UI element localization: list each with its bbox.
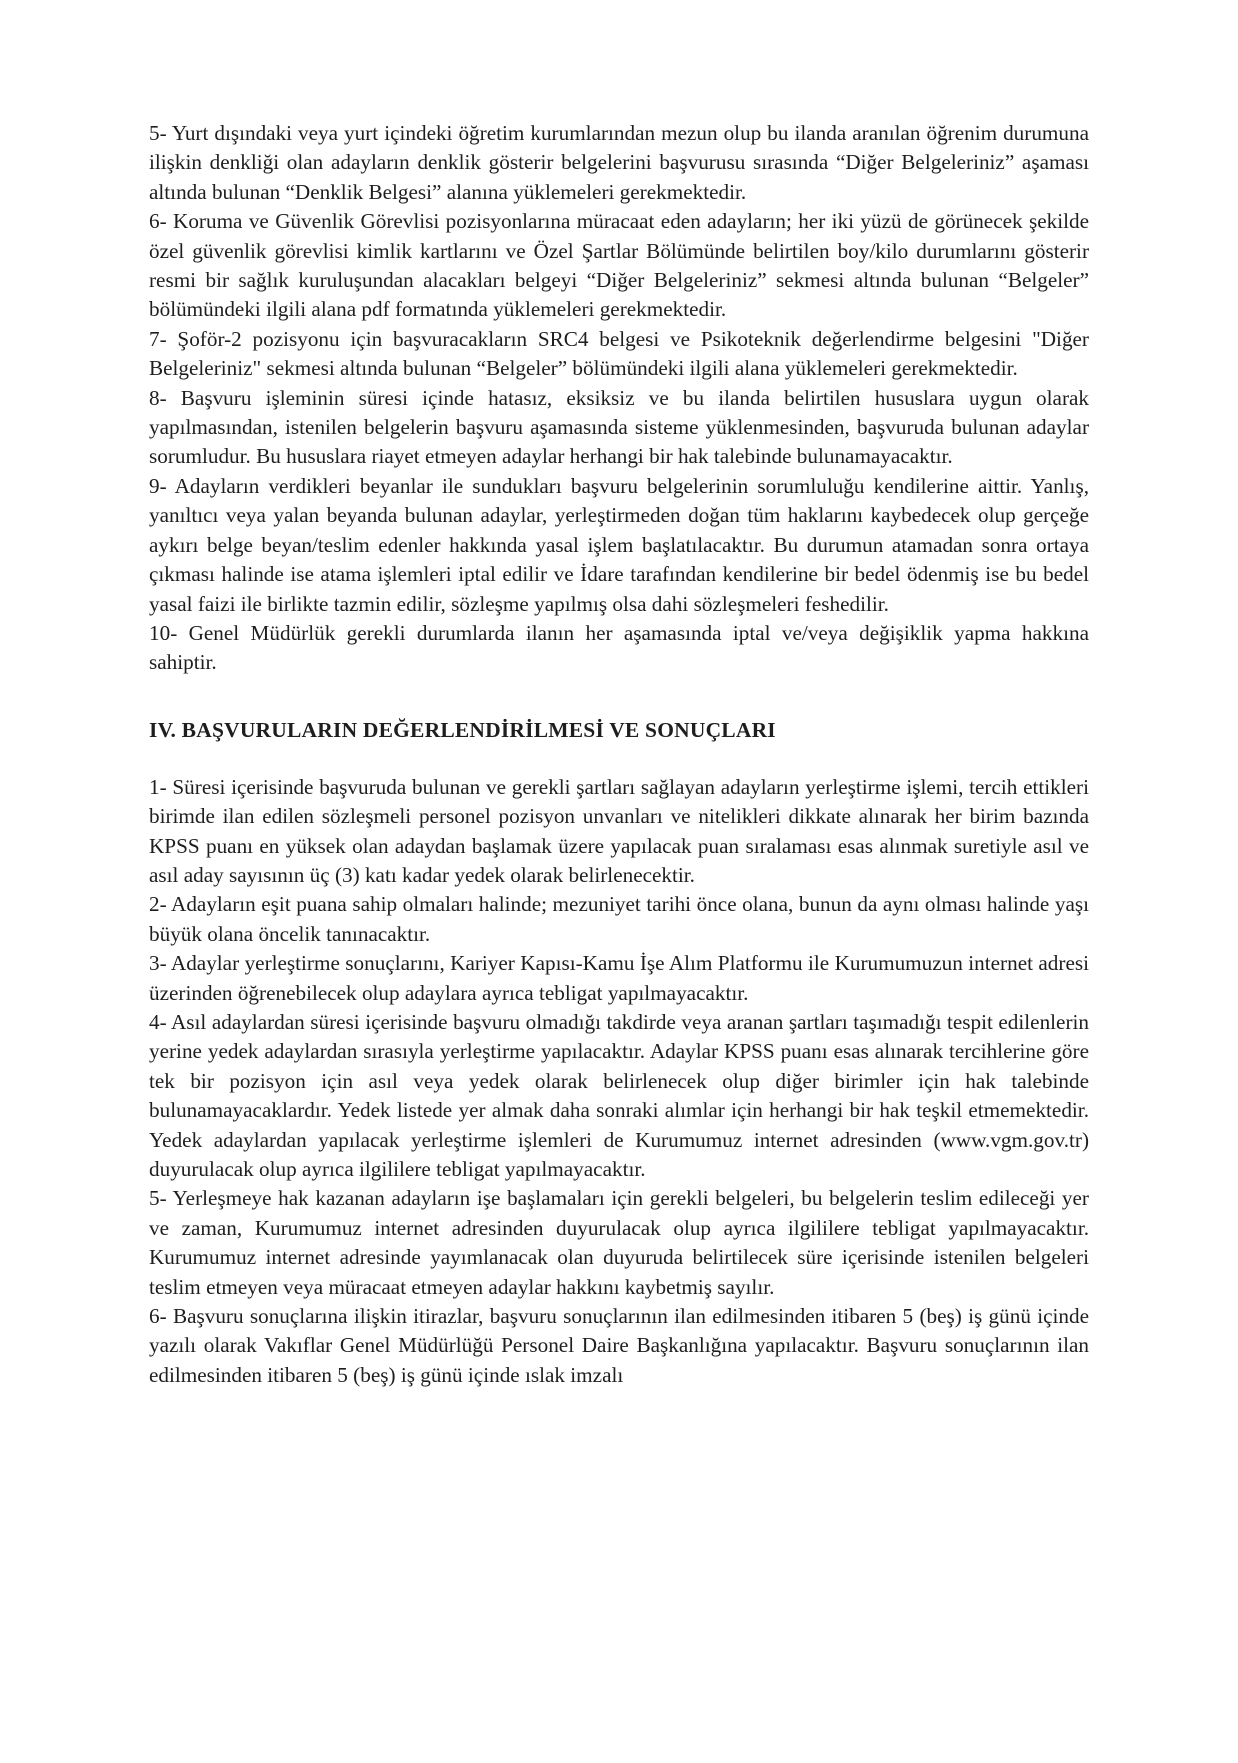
paragraph-iv-1-placement: 1- Süresi içerisinde başvuruda bulunan ve gerekli şartları sağlayan adayların yerleştirme işlemi, tercih ettikleri birimde ilan edilen sözleşmeli personel pozisyon unvanları ve nitelikleri dikkate alınarak her birim bazında KPSS puanı en yüksek olan adaydan başlamak üzere yapılacak puan sıralaması esas alınmak suretiyle asıl ve asıl aday sayısının üç (3) katı kadar yedek olarak belirlenecektir. [149,774,1089,887]
paragraph-item-7-driver-documents: 7- Şoför-2 pozisyonu için başvuracakların SRC4 belgesi ve Psikoteknik değerlendirme belgesini "Diğer Belgeleriniz" sekmesi altında bulunan “Belgeler” bölümündeki ilgili alana yüklemeleri gerekmektedir. [149,326,1089,381]
paragraph-item-6-security-officer-documents: 6- Koruma ve Güvenlik Görevlisi pozisyonlarına müracaat eden adayların; her iki yüzü de görünecek şekilde özel güvenlik görevlisi kimlik kartlarını ve Özel Şartlar Bölümünde belirtilen boy/kilo durumlarını gösterir resmi bir sağlık kuruluşundan alacakları belgeyi “Diğer Belgeleriniz” sekmesi altında bulunan “Belgeler” bölümündeki ilgili alana pdf formatında yüklemeleri gerekmektedir. [149,209,1089,322]
section-heading-iv: IV. BAŞVURULARIN DEĞERLENDİRİLMESİ VE SONUÇLARI [149,717,776,742]
paragraph-item-8-applicant-responsibility: 8- Başvuru işleminin süresi içinde hatasız, eksiksiz ve bu ilanda belirtilen hususlara uygun olarak yapılmasından, istenilen belgelerin başvuru aşamasında sisteme yüklenmesinden, başvuruda bulunan adaylar sorumludur. Bu hususlara riayet etmeyen adaylar herhangi bir hak talebinde bulunamayacaktır. [149,385,1089,469]
page-content [149,119,1089,1390]
paragraph-iv-6-objections: 6- Başvuru sonuçlarına ilişkin itirazlar, başvuru sonuçlarının ilan edilmesinden itibaren 5 (beş) iş günü içinde yazılı olarak Vakıflar Genel Müdürlüğü Personel Daire Başkanlığına yapılacaktır. Başvuru sonuçlarının ilan edilmesinden itibaren 5 (beş) iş günü içinde ıslak imzalı [149,1304,1089,1387]
paragraph-iv-4-substitutes: 4- Asıl adaylardan süresi içerisinde başvuru olmadığı takdirde veya aranan şartları taşımadığı tespit edilenlerin yerine yedek adaylardan sırasıyla yerleştirme yapılacaktır. Adaylar KPSS puanı esas alınarak tercihlerine göre tek bir pozisyon için asıl veya yedek olarak belirlenecek olup diğer birimler için hak talebinde bulunamayacaklardır. Yedek listede yer almak daha sonraki alımlar için herhangi bir hak teşkil etmemektedir. Yedek adaylardan yapılacak yerleştirme işlemleri de Kurumumuz internet adresinden (www.vgm.gov.tr) duyurulacak olup ayrıca ilgililere tebligat yapılmayacaktır. [149,1009,1089,1181]
paragraph-iv-3-results: 3- Adaylar yerleştirme sonuçlarını, Kariyer Kapısı-Kamu İşe Alım Platformu ile Kurumumuzun internet adresi üzerinden öğrenebilecek olup adaylara ayrıca tebligat yapılmayacaktır. [149,951,1089,1005]
paragraph-item-5-diploma-equivalence: 5- Yurt dışındaki veya yurt içindeki öğretim kurumlarından mezun olup bu ilanda aranılan öğrenim durumuna ilişkin denkliği olan adayların denklik gösterir belgelerini başvurusu sırasında “Diğer Belgeleriniz” aşaması altında bulunan “Denklik Belgesi” alanına yüklemeleri gerekmektedir. [149,121,1089,204]
paragraph-item-10-cancellation-right: 10- Genel Müdürlük gerekli durumlarda ilanın her aşamasında iptal ve/veya değişiklik yapma hakkına sahiptir. [149,620,1089,675]
paragraph-item-9-declarations: 9- Adayların verdikleri beyanlar ile sundukları başvuru belgelerinin sorumluluğu kendilerine aittir. Yanlış, yanıltıcı veya yalan beyanda bulunan adaylar, yerleştirmeden doğan tüm haklarını kaybedecek olup gerçeğe aykırı belge beyan/teslim edenler hakkında yasal işlem başlatılacaktır. Bu durumun atamadan sonra ortaya çıkması halinde ise atama işlemleri iptal edilir ve İdare tarafından kendilerine bir bedel ödenmiş ise bu bedel yasal faizi ile birlikte tazmin edilir, sözleşme yapılmış olsa dahi sözleşmeleri feshedilir. [149,473,1089,616]
paragraph-iv-2-equal-scores: 2- Adayların eşit puana sahip olmaları halinde; mezuniyet tarihi önce olana, bunun da aynı olması halinde yaşı büyük olana öncelik tanınacaktır. [149,892,1089,946]
paragraph-iv-5-required-documents: 5- Yerleşmeye hak kazanan adayların işe başlamaları için gerekli belgeleri, bu belgelerin teslim edileceği yer ve zaman, Kurumumuz internet adresinden duyurulacak olup ayrıca ilgililere tebligat yapılmayacaktır. Kurumumuz internet adresinde yayımlanacak olan duyuruda belirtilecek süre içerisinde istenilen belgeleri teslim etmeyen veya müracaat etmeyen adaylar hakkını kaybetmiş sayılır. [149,1186,1089,1299]
